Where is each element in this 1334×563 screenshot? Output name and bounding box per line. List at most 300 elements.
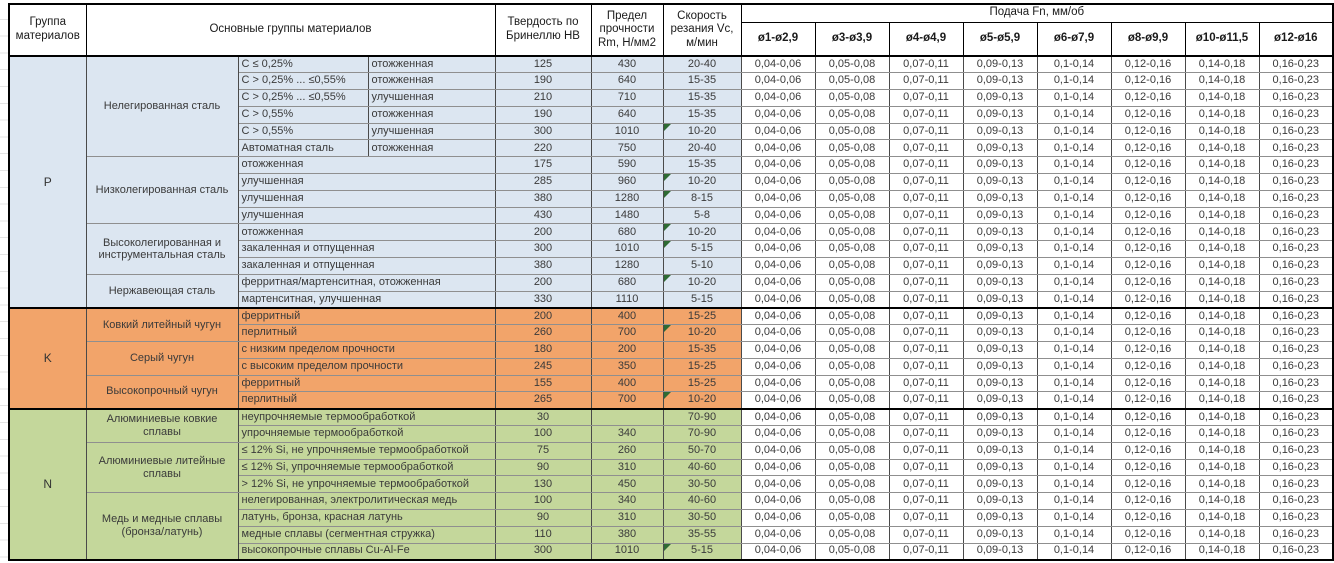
feed-cell: 0,14-0,18 <box>1185 224 1259 241</box>
vc-cell: 10-20 <box>663 274 741 291</box>
rm-cell: 640 <box>591 73 663 90</box>
feed-diameter-header: ø8-ø9,9 <box>1111 22 1185 56</box>
feed-cell: 0,09-0,13 <box>963 442 1037 459</box>
feed-cell: 0,1-0,14 <box>1037 258 1111 275</box>
feed-cell: 0,1-0,14 <box>1037 526 1111 543</box>
feed-cell: 0,09-0,13 <box>963 73 1037 90</box>
material-state-cell: улучшенная <box>368 123 495 140</box>
feed-cell: 0,12-0,16 <box>1111 207 1185 224</box>
material-state-cell: отожженная <box>368 73 495 90</box>
feed-diameter-header: ø4-ø4,9 <box>889 22 963 56</box>
feed-cell: 0,1-0,14 <box>1037 325 1111 342</box>
feed-cell: 0,07-0,11 <box>889 291 963 308</box>
feed-cell: 0,05-0,08 <box>815 241 889 258</box>
material-description-cell: перлитный <box>238 392 495 409</box>
feed-cell: 0,07-0,11 <box>889 73 963 90</box>
rm-cell: 310 <box>591 510 663 527</box>
feed-cell: 0,04-0,06 <box>741 291 815 308</box>
vc-cell: 15-25 <box>663 358 741 375</box>
feed-cell: 0,14-0,18 <box>1185 258 1259 275</box>
feed-cell: 0,1-0,14 <box>1037 392 1111 409</box>
material-subgroup-cell: Алюминиевые литейные сплавы <box>86 442 238 492</box>
feed-cell: 0,05-0,08 <box>815 342 889 359</box>
feed-cell: 0,1-0,14 <box>1037 459 1111 476</box>
feed-cell: 0,04-0,06 <box>741 342 815 359</box>
feed-diameter-header: ø12-ø16 <box>1259 22 1333 56</box>
feed-cell: 0,04-0,06 <box>741 358 815 375</box>
material-state-cell: отожженная <box>368 106 495 123</box>
feed-cell: 0,1-0,14 <box>1037 409 1111 426</box>
feed-cell: 0,14-0,18 <box>1185 342 1259 359</box>
feed-cell: 0,1-0,14 <box>1037 241 1111 258</box>
feed-cell: 0,12-0,16 <box>1111 442 1185 459</box>
vc-cell: 10-20 <box>663 392 741 409</box>
rm-cell: 700 <box>591 392 663 409</box>
material-description-cell: ≤ 12% Si, упрочняемые термообработкой <box>238 459 495 476</box>
feed-cell: 0,12-0,16 <box>1111 291 1185 308</box>
table-row <box>9 157 1333 174</box>
feed-cell: 0,04-0,06 <box>741 224 815 241</box>
feed-cell: 0,12-0,16 <box>1111 274 1185 291</box>
rm-cell: 430 <box>591 56 663 73</box>
feed-cell: 0,14-0,18 <box>1185 140 1259 157</box>
hb-cell: 100 <box>495 493 591 510</box>
vc-cell: 10-20 <box>663 174 741 191</box>
hb-cell: 330 <box>495 291 591 308</box>
feed-cell: 0,09-0,13 <box>963 90 1037 107</box>
material-spec-cell: C > 0,55% <box>238 123 368 140</box>
feed-cell: 0,16-0,23 <box>1259 526 1333 543</box>
feed-cell: 0,07-0,11 <box>889 308 963 325</box>
feed-cell: 0,14-0,18 <box>1185 459 1259 476</box>
rm-cell: 340 <box>591 426 663 443</box>
feed-title-header: Подача Fn, мм/об <box>741 4 1333 22</box>
material-subgroup-cell: Высоколегированная и инструментальная сталь <box>86 224 238 274</box>
feed-cell: 0,05-0,08 <box>815 140 889 157</box>
feed-cell: 0,14-0,18 <box>1185 308 1259 325</box>
hb-cell: 245 <box>495 358 591 375</box>
feed-cell: 0,14-0,18 <box>1185 190 1259 207</box>
rm-cell: 1110 <box>591 291 663 308</box>
feed-cell: 0,07-0,11 <box>889 106 963 123</box>
vc-cell: 70-90 <box>663 409 741 426</box>
error-flag-icon <box>664 174 671 181</box>
feed-cell: 0,16-0,23 <box>1259 207 1333 224</box>
feed-cell: 0,05-0,08 <box>815 325 889 342</box>
cutting-speed-column-header: Скорость резания Vc, м/мин <box>663 4 741 56</box>
rm-cell: 750 <box>591 140 663 157</box>
feed-cell: 0,1-0,14 <box>1037 73 1111 90</box>
feed-cell: 0,1-0,14 <box>1037 90 1111 107</box>
feed-cell: 0,14-0,18 <box>1185 157 1259 174</box>
rm-cell: 200 <box>591 342 663 359</box>
hb-cell: 300 <box>495 241 591 258</box>
feed-cell: 0,05-0,08 <box>815 106 889 123</box>
vc-cell: 15-35 <box>663 157 741 174</box>
feed-cell: 0,14-0,18 <box>1185 90 1259 107</box>
feed-cell: 0,16-0,23 <box>1259 510 1333 527</box>
material-state-cell: улучшенная <box>368 90 495 107</box>
material-description-cell: ферритная/мартенситная, отожженная <box>238 274 495 291</box>
feed-cell: 0,05-0,08 <box>815 375 889 392</box>
material-subgroup-cell: Серый чугун <box>86 342 238 376</box>
feed-cell: 0,07-0,11 <box>889 140 963 157</box>
feed-cell: 0,07-0,11 <box>889 274 963 291</box>
feed-cell: 0,05-0,08 <box>815 90 889 107</box>
table-row <box>9 409 1333 426</box>
material-description-cell: ферритный <box>238 375 495 392</box>
feed-cell: 0,04-0,06 <box>741 90 815 107</box>
table-row <box>9 375 1333 392</box>
vc-cell: 30-50 <box>663 476 741 493</box>
rm-cell: 400 <box>591 308 663 325</box>
feed-cell: 0,1-0,14 <box>1037 358 1111 375</box>
hb-cell: 180 <box>495 342 591 359</box>
feed-cell: 0,07-0,11 <box>889 90 963 107</box>
hb-cell: 110 <box>495 526 591 543</box>
vc-cell: 15-35 <box>663 90 741 107</box>
feed-cell: 0,07-0,11 <box>889 342 963 359</box>
feed-cell: 0,14-0,18 <box>1185 123 1259 140</box>
vc-cell: 70-90 <box>663 426 741 443</box>
feed-cell: 0,12-0,16 <box>1111 342 1185 359</box>
vc-cell: 15-25 <box>663 375 741 392</box>
rm-cell: 380 <box>591 526 663 543</box>
vc-cell: 20-40 <box>663 56 741 73</box>
feed-cell: 0,07-0,11 <box>889 224 963 241</box>
feed-diameter-header: ø5-ø5,9 <box>963 22 1037 56</box>
feed-cell: 0,07-0,11 <box>889 543 963 560</box>
material-subgroup-cell: Алюминиевые ковкие сплавы <box>86 409 238 443</box>
feed-cell: 0,05-0,08 <box>815 459 889 476</box>
hb-cell: 30 <box>495 409 591 426</box>
feed-cell: 0,16-0,23 <box>1259 224 1333 241</box>
hb-cell: 210 <box>495 90 591 107</box>
feed-cell: 0,05-0,08 <box>815 190 889 207</box>
error-flag-icon <box>664 544 671 551</box>
material-description-cell: медные сплавы (сегментная стружка) <box>238 526 495 543</box>
material-subgroup-cell: Ковкий литейный чугун <box>86 308 238 342</box>
material-description-cell: закаленная и отпущенная <box>238 258 495 275</box>
feed-cell: 0,12-0,16 <box>1111 375 1185 392</box>
feed-cell: 0,09-0,13 <box>963 543 1037 560</box>
material-description-cell: ≤ 12% Si, не упрочняемые термообработкой <box>238 442 495 459</box>
feed-cell: 0,1-0,14 <box>1037 274 1111 291</box>
feed-cell: 0,12-0,16 <box>1111 258 1185 275</box>
material-description-cell: с высоким пределом прочности <box>238 358 495 375</box>
error-flag-icon <box>664 191 671 198</box>
feed-cell: 0,1-0,14 <box>1037 543 1111 560</box>
feed-cell: 0,16-0,23 <box>1259 241 1333 258</box>
feed-cell: 0,05-0,08 <box>815 258 889 275</box>
feed-cell: 0,1-0,14 <box>1037 308 1111 325</box>
rm-cell: 680 <box>591 274 663 291</box>
feed-cell: 0,09-0,13 <box>963 358 1037 375</box>
vc-cell: 10-20 <box>663 123 741 140</box>
error-flag-icon <box>664 224 671 231</box>
vc-cell: 30-50 <box>663 510 741 527</box>
feed-cell: 0,07-0,11 <box>889 190 963 207</box>
feed-cell: 0,1-0,14 <box>1037 375 1111 392</box>
feed-cell: 0,05-0,08 <box>815 426 889 443</box>
feed-cell: 0,1-0,14 <box>1037 140 1111 157</box>
feed-cell: 0,04-0,06 <box>741 493 815 510</box>
material-state-cell: отожженная <box>368 140 495 157</box>
feed-cell: 0,16-0,23 <box>1259 174 1333 191</box>
feed-cell: 0,05-0,08 <box>815 56 889 73</box>
rm-cell: 710 <box>591 90 663 107</box>
hb-cell: 285 <box>495 174 591 191</box>
feed-cell: 0,12-0,16 <box>1111 241 1185 258</box>
vc-cell: 5-8 <box>663 207 741 224</box>
feed-cell: 0,07-0,11 <box>889 123 963 140</box>
strength-column-header: Предел прочности Rm, Н/мм2 <box>591 4 663 56</box>
hb-cell: 260 <box>495 325 591 342</box>
vc-cell: 35-55 <box>663 526 741 543</box>
feed-cell: 0,07-0,11 <box>889 258 963 275</box>
feed-cell: 0,12-0,16 <box>1111 543 1185 560</box>
rm-cell: 310 <box>591 459 663 476</box>
feed-cell: 0,09-0,13 <box>963 392 1037 409</box>
table-row <box>9 342 1333 359</box>
feed-cell: 0,09-0,13 <box>963 274 1037 291</box>
material-spec-cell: C > 0,55% <box>238 106 368 123</box>
feed-cell: 0,12-0,16 <box>1111 157 1185 174</box>
error-flag-icon <box>664 325 671 332</box>
error-flag-icon <box>664 241 671 248</box>
feed-cell: 0,04-0,06 <box>741 274 815 291</box>
material-group-cell: P <box>9 56 86 308</box>
feed-cell: 0,14-0,18 <box>1185 73 1259 90</box>
table-row <box>9 308 1333 325</box>
feed-cell: 0,04-0,06 <box>741 409 815 426</box>
feed-cell: 0,12-0,16 <box>1111 224 1185 241</box>
hb-cell: 200 <box>495 274 591 291</box>
feed-cell: 0,04-0,06 <box>741 325 815 342</box>
feed-cell: 0,16-0,23 <box>1259 157 1333 174</box>
feed-cell: 0,12-0,16 <box>1111 526 1185 543</box>
feed-cell: 0,12-0,16 <box>1111 510 1185 527</box>
feed-cell: 0,04-0,06 <box>741 459 815 476</box>
feed-cell: 0,16-0,23 <box>1259 258 1333 275</box>
hardness-column-header: Твердость по Бринеллю HB <box>495 4 591 56</box>
feed-cell: 0,05-0,08 <box>815 526 889 543</box>
feed-cell: 0,14-0,18 <box>1185 207 1259 224</box>
feed-cell: 0,1-0,14 <box>1037 476 1111 493</box>
feed-cell: 0,09-0,13 <box>963 510 1037 527</box>
feed-cell: 0,05-0,08 <box>815 358 889 375</box>
feed-cell: 0,04-0,06 <box>741 106 815 123</box>
feed-cell: 0,14-0,18 <box>1185 174 1259 191</box>
table-row <box>9 56 1333 73</box>
feed-cell: 0,1-0,14 <box>1037 207 1111 224</box>
material-subgroup-cell: Нержавеющая сталь <box>86 274 238 308</box>
feed-cell: 0,09-0,13 <box>963 409 1037 426</box>
feed-cell: 0,05-0,08 <box>815 224 889 241</box>
material-description-cell: мартенситная, улучшенная <box>238 291 495 308</box>
feed-cell: 0,07-0,11 <box>889 241 963 258</box>
feed-cell: 0,1-0,14 <box>1037 442 1111 459</box>
rm-cell <box>591 409 663 426</box>
feed-cell: 0,05-0,08 <box>815 291 889 308</box>
table-row <box>9 224 1333 241</box>
vc-cell: 5-15 <box>663 291 741 308</box>
rm-cell: 350 <box>591 358 663 375</box>
table-body <box>9 56 1333 560</box>
error-flag-icon <box>664 124 671 131</box>
material-description-cell: с низким пределом прочности <box>238 342 495 359</box>
material-spec-cell: C ≤ 0,25% <box>238 56 368 73</box>
material-description-cell: улучшенная <box>238 174 495 191</box>
rm-cell: 700 <box>591 325 663 342</box>
feed-cell: 0,09-0,13 <box>963 493 1037 510</box>
feed-cell: 0,1-0,14 <box>1037 493 1111 510</box>
hb-cell: 380 <box>495 258 591 275</box>
feed-cell: 0,05-0,08 <box>815 123 889 140</box>
feed-cell: 0,05-0,08 <box>815 392 889 409</box>
feed-cell: 0,04-0,06 <box>741 258 815 275</box>
feed-cell: 0,05-0,08 <box>815 157 889 174</box>
feed-cell: 0,14-0,18 <box>1185 274 1259 291</box>
hb-cell: 300 <box>495 123 591 140</box>
feed-cell: 0,05-0,08 <box>815 543 889 560</box>
feed-cell: 0,05-0,08 <box>815 207 889 224</box>
feed-cell: 0,14-0,18 <box>1185 526 1259 543</box>
error-flag-icon <box>664 392 671 399</box>
feed-cell: 0,16-0,23 <box>1259 342 1333 359</box>
feed-cell: 0,12-0,16 <box>1111 73 1185 90</box>
vc-cell: 5-15 <box>663 543 741 560</box>
hb-cell: 220 <box>495 140 591 157</box>
feed-cell: 0,16-0,23 <box>1259 375 1333 392</box>
feed-cell: 0,07-0,11 <box>889 392 963 409</box>
material-description-cell: улучшенная <box>238 190 495 207</box>
feed-cell: 0,14-0,18 <box>1185 476 1259 493</box>
material-description-cell: ферритный <box>238 308 495 325</box>
feed-cell: 0,05-0,08 <box>815 442 889 459</box>
feed-cell: 0,1-0,14 <box>1037 342 1111 359</box>
feed-cell: 0,04-0,06 <box>741 392 815 409</box>
rm-cell: 960 <box>591 174 663 191</box>
feed-cell: 0,16-0,23 <box>1259 291 1333 308</box>
feed-cell: 0,14-0,18 <box>1185 409 1259 426</box>
feed-cell: 0,14-0,18 <box>1185 426 1259 443</box>
feed-cell: 0,05-0,08 <box>815 510 889 527</box>
rm-cell: 1010 <box>591 241 663 258</box>
feed-cell: 0,09-0,13 <box>963 190 1037 207</box>
feed-cell: 0,04-0,06 <box>741 207 815 224</box>
vc-cell: 15-25 <box>663 308 741 325</box>
feed-cell: 0,09-0,13 <box>963 106 1037 123</box>
material-description-cell: нелегированная, электролитическая медь <box>238 493 495 510</box>
feed-cell: 0,12-0,16 <box>1111 190 1185 207</box>
material-description-cell: закаленная и отпущенная <box>238 241 495 258</box>
feed-cell: 0,04-0,06 <box>741 241 815 258</box>
vc-cell: 50-70 <box>663 442 741 459</box>
material-spec-cell: C > 0,25% ... ≤0,55% <box>238 90 368 107</box>
material-spec-cell: C > 0,25% ... ≤0,55% <box>238 73 368 90</box>
vc-cell: 40-60 <box>663 493 741 510</box>
rm-cell: 1280 <box>591 190 663 207</box>
vc-cell: 15-35 <box>663 106 741 123</box>
material-spec-cell: Автоматная сталь <box>238 140 368 157</box>
material-state-cell: отожженная <box>368 56 495 73</box>
feed-cell: 0,09-0,13 <box>963 56 1037 73</box>
feed-cell: 0,07-0,11 <box>889 325 963 342</box>
feed-cell: 0,16-0,23 <box>1259 56 1333 73</box>
error-flag-icon <box>664 275 671 282</box>
feed-cell: 0,05-0,08 <box>815 308 889 325</box>
vc-cell: 5-15 <box>663 241 741 258</box>
feed-cell: 0,04-0,06 <box>741 543 815 560</box>
feed-cell: 0,04-0,06 <box>741 442 815 459</box>
feed-cell: 0,12-0,16 <box>1111 358 1185 375</box>
feed-cell: 0,07-0,11 <box>889 174 963 191</box>
feed-cell: 0,14-0,18 <box>1185 392 1259 409</box>
material-subgroup-cell: Медь и медные сплавы (бронза/латунь) <box>86 493 238 560</box>
feed-cell: 0,09-0,13 <box>963 157 1037 174</box>
feed-cell: 0,14-0,18 <box>1185 106 1259 123</box>
feed-cell: 0,16-0,23 <box>1259 308 1333 325</box>
feed-cell: 0,05-0,08 <box>815 274 889 291</box>
feed-cell: 0,16-0,23 <box>1259 392 1333 409</box>
feed-cell: 0,12-0,16 <box>1111 123 1185 140</box>
feed-cell: 0,12-0,16 <box>1111 308 1185 325</box>
feed-cell: 0,04-0,06 <box>741 157 815 174</box>
material-description-cell: улучшенная <box>238 207 495 224</box>
feed-cell: 0,04-0,06 <box>741 190 815 207</box>
feed-cell: 0,12-0,16 <box>1111 56 1185 73</box>
feed-cell: 0,07-0,11 <box>889 375 963 392</box>
hb-cell: 430 <box>495 207 591 224</box>
feed-cell: 0,05-0,08 <box>815 409 889 426</box>
feed-cell: 0,16-0,23 <box>1259 325 1333 342</box>
feed-cell: 0,05-0,08 <box>815 174 889 191</box>
material-description-cell: упрочняемые термообработкой <box>238 426 495 443</box>
feed-cell: 0,14-0,18 <box>1185 358 1259 375</box>
feed-diameter-header: ø6-ø7,9 <box>1037 22 1111 56</box>
rm-cell: 450 <box>591 476 663 493</box>
feed-cell: 0,09-0,13 <box>963 258 1037 275</box>
feed-cell: 0,09-0,13 <box>963 308 1037 325</box>
rm-cell: 590 <box>591 157 663 174</box>
feed-cell: 0,12-0,16 <box>1111 90 1185 107</box>
feed-cell: 0,04-0,06 <box>741 56 815 73</box>
feed-cell: 0,12-0,16 <box>1111 426 1185 443</box>
feed-cell: 0,16-0,23 <box>1259 140 1333 157</box>
hb-cell: 190 <box>495 106 591 123</box>
feed-cell: 0,14-0,18 <box>1185 241 1259 258</box>
hb-cell: 90 <box>495 510 591 527</box>
rm-cell: 1010 <box>591 543 663 560</box>
feed-cell: 0,12-0,16 <box>1111 174 1185 191</box>
feed-cell: 0,1-0,14 <box>1037 56 1111 73</box>
feed-cell: 0,16-0,23 <box>1259 409 1333 426</box>
feed-cell: 0,07-0,11 <box>889 409 963 426</box>
material-description-cell: латунь, бронза, красная латунь <box>238 510 495 527</box>
feed-cell: 0,09-0,13 <box>963 325 1037 342</box>
feed-cell: 0,07-0,11 <box>889 459 963 476</box>
feed-cell: 0,1-0,14 <box>1037 224 1111 241</box>
feed-cell: 0,16-0,23 <box>1259 190 1333 207</box>
feed-cell: 0,07-0,11 <box>889 157 963 174</box>
feed-cell: 0,07-0,11 <box>889 510 963 527</box>
material-description-cell: > 12% Si, не упрочняемые термообработкой <box>238 476 495 493</box>
vc-cell: 8-15 <box>663 190 741 207</box>
feed-cell: 0,04-0,06 <box>741 73 815 90</box>
feed-cell: 0,05-0,08 <box>815 476 889 493</box>
feed-cell: 0,12-0,16 <box>1111 493 1185 510</box>
